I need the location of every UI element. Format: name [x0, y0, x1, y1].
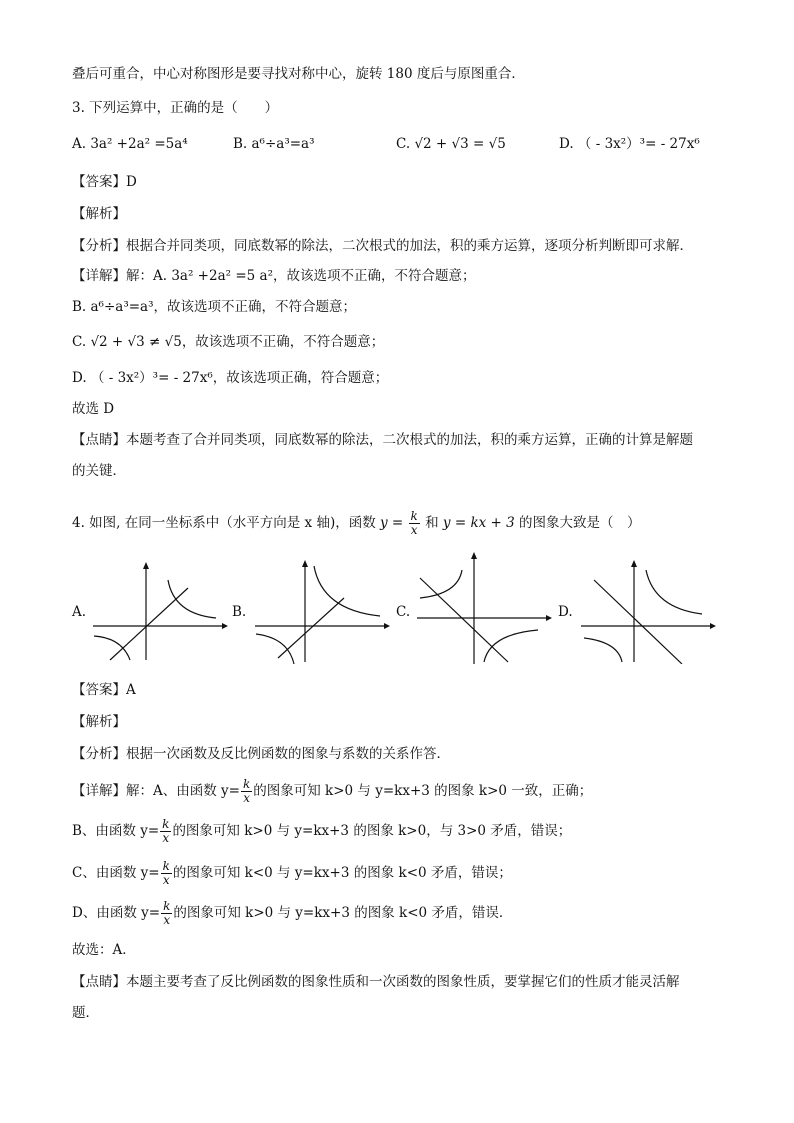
graph-d [578, 560, 718, 664]
q4-dianjing-1 [72, 972, 722, 992]
answer-tag: 【答案】 [72, 682, 126, 698]
y-axis-arrow [302, 560, 308, 567]
q4-analysis-tag: 【解析】 [72, 714, 126, 730]
xiangjie-c-label: C. [72, 334, 87, 350]
graph-label-c: C. [396, 604, 411, 620]
q4-dianjing-2: 题． [72, 1005, 99, 1021]
detail-c-post: 的图象可知 k<0 与 y=kx+3 的图象 k<0 矛盾，错误； [172, 865, 512, 881]
q3-analysis-tag: 【解析】 [72, 206, 126, 222]
graph-label-a: A. [72, 604, 87, 620]
q3-option-b: B. a⁶÷a³=a³ [233, 136, 315, 152]
k-over-x-fraction [160, 818, 171, 845]
q4-detail-d [72, 898, 722, 928]
hyperbola-branch-upper [314, 566, 380, 616]
q3-answer [72, 172, 722, 192]
x-axis-arrow [384, 623, 390, 629]
k-over-x-fraction [241, 778, 252, 805]
answer-tag: 【答案】 [72, 174, 126, 190]
graph-a [88, 562, 228, 662]
fraction-denominator: x [163, 913, 171, 927]
graph-b [250, 560, 390, 664]
q3-stem: 3. 下列运算中，正确的是（ ） [72, 100, 279, 116]
q4-frac-lhs: y = [380, 515, 404, 531]
x-axis-arrow [546, 615, 552, 621]
q3-option-c [396, 134, 506, 154]
fraction-numerator: k [162, 817, 170, 831]
k-over-x-fraction [161, 860, 172, 887]
y-axis-arrow [471, 552, 477, 559]
hyperbola-branch-lower [94, 636, 130, 660]
answer-value: A [126, 682, 136, 698]
hyperbola-branch-upper [168, 580, 216, 618]
xiangjie-c-text: ，故该选项不正确，不符合题意； [181, 334, 385, 350]
hyperbola-branch-upper [646, 570, 702, 614]
q3-option-d: D. （ - 3x²）³= - 27x⁶ [559, 136, 700, 152]
fraction-numerator: k [162, 859, 170, 873]
q4-stem-eq2: y = kx + 3 [442, 515, 515, 531]
x-axis-arrow [222, 623, 228, 629]
detail-b-pre: B、由函数 y= [72, 823, 160, 839]
fraction-numerator: k [410, 509, 418, 523]
graph-label-b: B. [232, 604, 247, 620]
q3-xiangjie-b: B. a⁶÷a³=a³，故该选项不正确，不符合题意； [72, 299, 357, 315]
graph-label-d: D. [558, 604, 573, 620]
q3-xiangjie-a [72, 266, 722, 286]
q4-detail-b [72, 816, 722, 846]
fraction-denominator: x [162, 873, 170, 887]
fenxi-text: 根据合并同类项，同底数幂的除法，二次根式的加法，积的乘方运算，逐项分析判断即可求解． [126, 238, 693, 254]
q3-choose: 故选 D [72, 401, 115, 417]
hyperbola-branch-lower [584, 638, 622, 662]
linear-function-line [278, 598, 344, 658]
q4-stem-mid: 和 [425, 515, 439, 531]
fraction-numerator: k [163, 899, 171, 913]
fraction-denominator: x [410, 523, 418, 537]
fenxi-tag: 【分析】 [72, 746, 126, 762]
q4-stem-post: 的图象大致是（ ） [519, 515, 641, 531]
q3-option-c-label: C. [396, 136, 411, 152]
dianjing-text-1: 本题主要考查了反比例函数的图象性质和一次函数的图象性质，要掌握它们的性质才能灵活解 [126, 974, 680, 990]
intro-line: 叠后可重合，中心对称图形是要寻找对称中心，旋转 180 度后与原图重合． [72, 66, 525, 82]
hyperbola-branch-lower [484, 630, 538, 662]
k-over-x-fraction [409, 510, 420, 537]
dianjing-text-1: 本题考查了合并同类项，同底数幂的除法，二次根式的加法，积的乘方运算，正确的计算是解题 [126, 432, 693, 448]
q3-fenxi [72, 236, 722, 256]
graph-c [414, 552, 554, 666]
q3-option-a: A. 3a² +2a² =5a⁴ [72, 136, 188, 152]
q4-stem-pre: 4. 如图, 在同一坐标系中（水平方向是 x 轴)，函数 [72, 515, 376, 531]
fraction-denominator: x [243, 791, 251, 805]
q3-dianjing-2: 的关键． [72, 463, 126, 479]
q3-xiangjie-d: D. （ - 3x²）³= - 27x⁶，故该选项正确，符合题意； [72, 370, 389, 386]
q4-detail-c [72, 858, 722, 888]
q3-dianjing-1 [72, 430, 722, 450]
q4-detail-a [72, 776, 722, 806]
detail-d-post: 的图象可知 k>0 与 y=kx+3 的图象 k<0 矛盾，错误． [173, 905, 513, 921]
fenxi-text: 根据一次函数及反比例函数的图象与系数的关系作答． [126, 746, 450, 762]
q3-options [72, 134, 722, 156]
detail-a-pre: 解：A、由函数 y= [126, 783, 240, 799]
detail-c-pre: C、由函数 y= [72, 865, 160, 881]
linear-function-line [420, 578, 508, 662]
q4-choose: 故选：A． [72, 942, 136, 958]
xiangjie-tag: 【详解】 [72, 268, 126, 284]
dianjing-tag: 【点睛】 [72, 432, 126, 448]
detail-b-post: 的图象可知 k>0 与 y=kx+3 的图象 k>0，与 3>0 矛盾，错误； [172, 823, 572, 839]
detail-d-pre: D、由函数 y= [72, 905, 161, 921]
fenxi-tag: 【分析】 [72, 238, 126, 254]
y-axis-arrow [631, 560, 637, 567]
fraction-numerator: k [242, 777, 251, 791]
q4-stem [72, 508, 722, 538]
answer-value: D [126, 174, 137, 190]
q4-fenxi [72, 744, 722, 764]
q3-xiangjie-c [72, 332, 722, 352]
fraction-denominator: x [162, 831, 170, 845]
xiangjie-tag: 【详解】 [72, 783, 126, 799]
xiangjie-a-text: 解：A. 3a² +2a² =5 a²，故该选项不正确，不符合题意； [126, 268, 476, 284]
linear-function-line [594, 580, 682, 664]
dianjing-tag: 【点睛】 [72, 974, 126, 990]
q3-option-c-expr: √2 + √3 = √5 [414, 136, 506, 152]
k-over-x-fraction [161, 900, 172, 927]
y-axis-arrow [143, 562, 149, 569]
detail-a-post: 的图象可知 k>0 与 y=kx+3 的图象 k>0 一致，正确； [253, 783, 593, 799]
x-axis-arrow [710, 623, 716, 629]
q4-answer [72, 680, 722, 700]
xiangjie-c-expr: √2 + √3 ≠ √5 [90, 334, 182, 350]
